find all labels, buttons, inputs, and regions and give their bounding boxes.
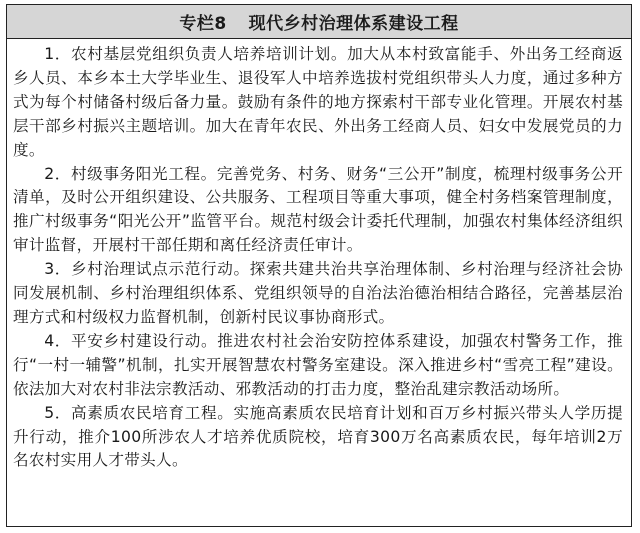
- paragraph-4: 4．平安乡村建设行动。推进农村社会治安防控体系建设，加强农村警务工作，推行“一村一辅警”机制，扎实开展智慧农村警务室建设。深入推进乡村“雪亮工程”建设。依法加大对农村非法宗教活动、邪教活动的打击力度，整治乱建宗教活动场所。: [13, 331, 623, 398]
- paragraph-2: 2．村级事务阳光工程。完善党务、村务、财务“三公开”制度，梳理村级事务公开清单，及时公开组织建设、公共服务、工程项目等重大事项，健全村务档案管理制度，推广村级事务“阳光公开”监管平台。规范村级会计委托代理制，加强农村集体经济组织审计监督，开展村干部任期和离任经济责任审计。: [13, 164, 623, 255]
- box-content: [7, 39, 631, 473]
- box-title: 现代乡村治理体系建设工程: [248, 14, 459, 34]
- paragraph-3: 3．乡村治理试点示范行动。探索共建共治共享治理体制、乡村治理与经济社会协同发展机制、乡村治理组织体系、党组织领导的自治法治德治相结合路径，完善基层治理方式和村级权力监督机制，创新村民议事协商形式。: [13, 260, 623, 326]
- paragraph-5: 5．高素质农民培育工程。实施高素质农民培育计划和百万乡村振兴带头人学历提升行动，推介100所涉农人才培养优质院校，培育300万名高素质农民，每年培训2万名农村实用人才带头人。: [13, 403, 623, 470]
- paragraph-1: 1．农村基层党组织负责人培养培训计划。加大从本村致富能手、外出务工经商返乡人员、本乡本土大学毕业生、退役军人中培养选拔村党组织带头人力度，通过多种方式为每个村储备村级后备力量。鼓励有条件的地方探索村干部专业化管理。开展农村基层干部乡村振兴主题培训。加大在青年农民、外出务工经商人员、妇女中发展党员的力度。: [13, 45, 623, 159]
- feature-box: [6, 4, 632, 527]
- box-label: 专栏8: [179, 14, 227, 34]
- box-header: [7, 5, 631, 39]
